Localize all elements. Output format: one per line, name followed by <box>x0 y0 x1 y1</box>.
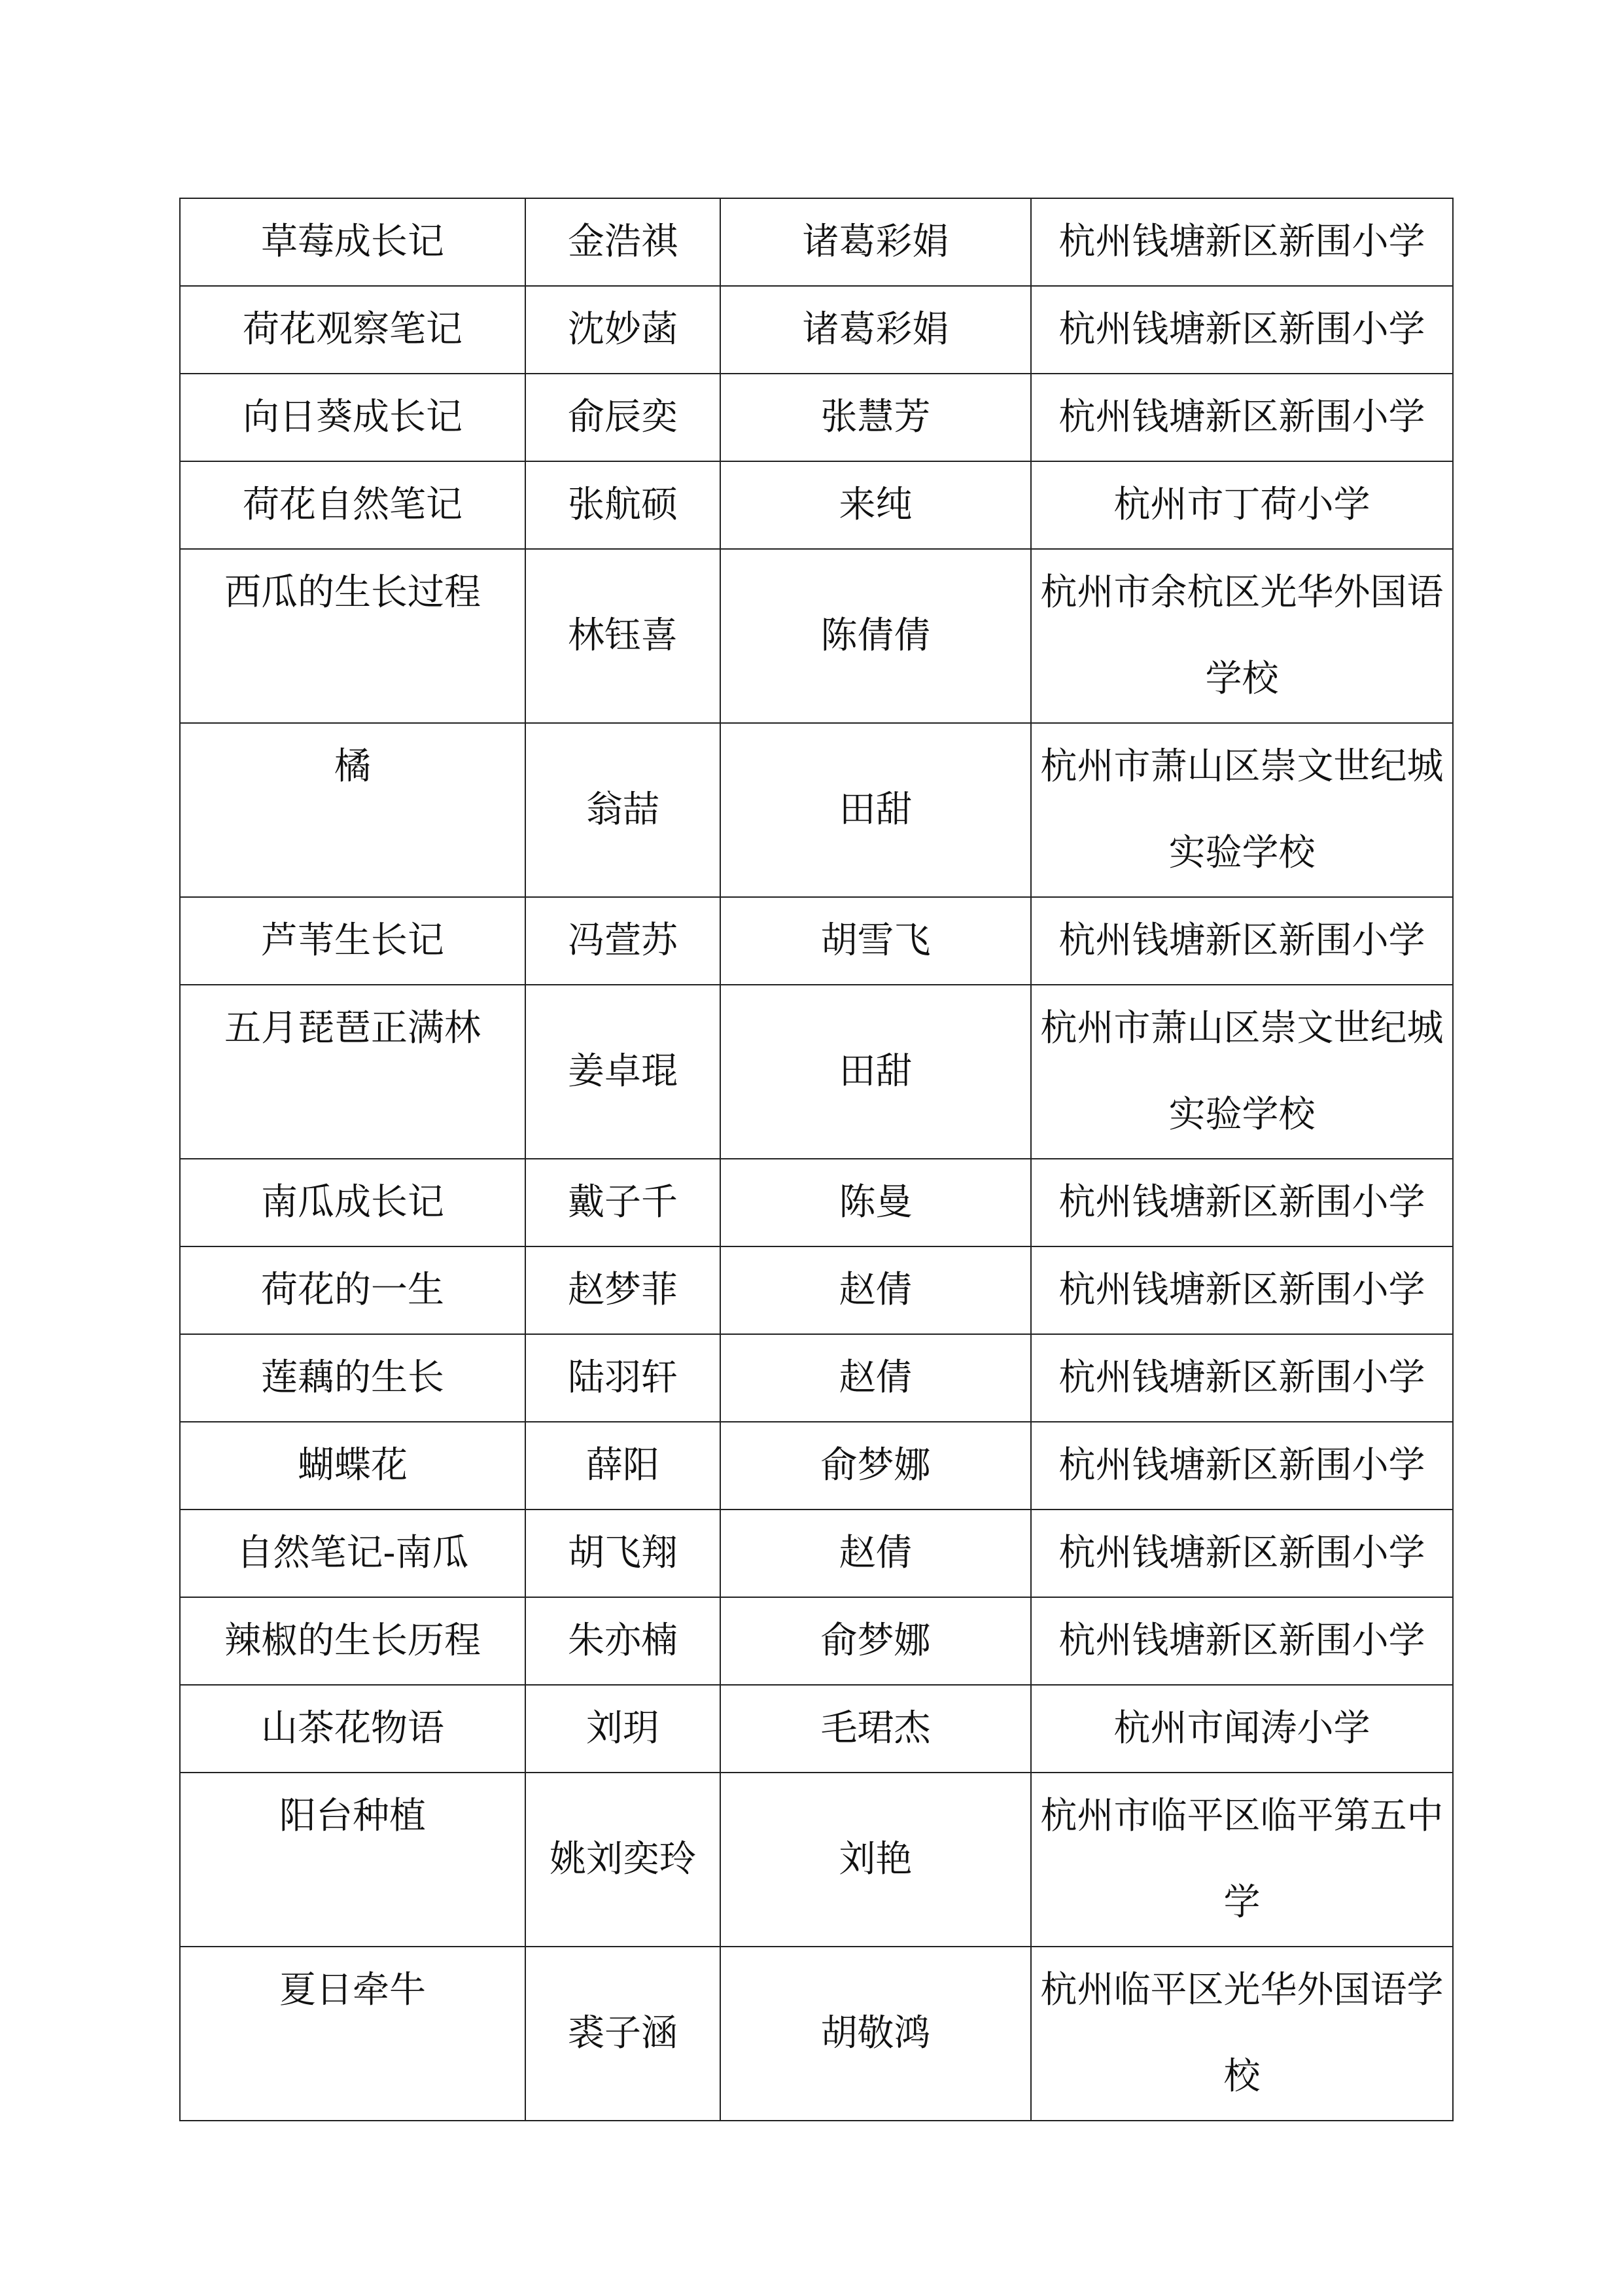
table-row <box>180 897 1453 985</box>
school-cell: 杭州钱塘新区新围小学 <box>1031 1334 1453 1422</box>
table-row <box>180 1159 1453 1246</box>
table-row <box>180 461 1453 549</box>
school-cell: 杭州市临平区临平第五中学 <box>1031 1773 1453 1947</box>
table-row <box>180 374 1453 461</box>
teacher-cell: 来纯 <box>720 461 1031 549</box>
table-row <box>180 1685 1453 1773</box>
teacher-cell: 刘艳 <box>720 1773 1031 1947</box>
student-cell: 薛阳 <box>525 1422 720 1510</box>
teacher-cell: 俞梦娜 <box>720 1422 1031 1510</box>
student-cell: 林钰喜 <box>525 549 720 723</box>
table-row <box>180 1246 1453 1334</box>
teacher-cell: 诸葛彩娟 <box>720 198 1031 286</box>
work-title-cell: 五月琵琶正满林 <box>180 985 525 1159</box>
work-title-cell: 莲藕的生长 <box>180 1334 525 1422</box>
teacher-cell: 俞梦娜 <box>720 1597 1031 1685</box>
work-title-cell: 向日葵成长记 <box>180 374 525 461</box>
work-title-cell: 南瓜成长记 <box>180 1159 525 1246</box>
student-cell: 戴子千 <box>525 1159 720 1246</box>
work-title-cell: 荷花的一生 <box>180 1246 525 1334</box>
work-title-cell: 蝴蝶花 <box>180 1422 525 1510</box>
school-cell: 杭州钱塘新区新围小学 <box>1031 1422 1453 1510</box>
teacher-cell: 诸葛彩娟 <box>720 286 1031 374</box>
table-row <box>180 1947 1453 2121</box>
student-cell: 姜卓琨 <box>525 985 720 1159</box>
student-cell: 翁喆 <box>525 723 720 897</box>
student-cell: 冯萱苏 <box>525 897 720 985</box>
student-cell: 陆羽轩 <box>525 1334 720 1422</box>
teacher-cell: 胡敬鸿 <box>720 1947 1031 2121</box>
award-list-table <box>179 198 1454 2121</box>
school-cell: 杭州钱塘新区新围小学 <box>1031 1597 1453 1685</box>
school-cell: 杭州钱塘新区新围小学 <box>1031 1159 1453 1246</box>
work-title-cell: 草莓成长记 <box>180 198 525 286</box>
work-title-cell: 辣椒的生长历程 <box>180 1597 525 1685</box>
table-row <box>180 198 1453 286</box>
table-row <box>180 1597 1453 1685</box>
work-title-cell: 自然笔记-南瓜 <box>180 1510 525 1597</box>
school-cell: 杭州钱塘新区新围小学 <box>1031 1510 1453 1597</box>
table-row <box>180 1422 1453 1510</box>
school-cell: 杭州市萧山区崇文世纪城实验学校 <box>1031 723 1453 897</box>
teacher-cell: 陈倩倩 <box>720 549 1031 723</box>
table-row <box>180 1334 1453 1422</box>
table-row <box>180 985 1453 1159</box>
work-title-cell: 芦苇生长记 <box>180 897 525 985</box>
student-cell: 张航硕 <box>525 461 720 549</box>
school-cell: 杭州钱塘新区新围小学 <box>1031 198 1453 286</box>
school-cell: 杭州钱塘新区新围小学 <box>1031 286 1453 374</box>
work-title-cell: 橘 <box>180 723 525 897</box>
school-cell: 杭州市丁荷小学 <box>1031 461 1453 549</box>
table-row <box>180 723 1453 897</box>
table-row <box>180 1773 1453 1947</box>
school-cell: 杭州临平区光华外国语学校 <box>1031 1947 1453 2121</box>
teacher-cell: 田甜 <box>720 723 1031 897</box>
school-cell: 杭州钱塘新区新围小学 <box>1031 1246 1453 1334</box>
student-cell: 刘玥 <box>525 1685 720 1773</box>
table-row <box>180 1510 1453 1597</box>
work-title-cell: 阳台种植 <box>180 1773 525 1947</box>
student-cell: 胡飞翔 <box>525 1510 720 1597</box>
teacher-cell: 陈曼 <box>720 1159 1031 1246</box>
student-cell: 姚刘奕玲 <box>525 1773 720 1947</box>
teacher-cell: 赵倩 <box>720 1246 1031 1334</box>
school-cell: 杭州市闻涛小学 <box>1031 1685 1453 1773</box>
work-title-cell: 山茶花物语 <box>180 1685 525 1773</box>
school-cell: 杭州钱塘新区新围小学 <box>1031 374 1453 461</box>
teacher-cell: 赵倩 <box>720 1510 1031 1597</box>
work-title-cell: 夏日牵牛 <box>180 1947 525 2121</box>
teacher-cell: 毛珺杰 <box>720 1685 1031 1773</box>
school-cell: 杭州市余杭区光华外国语学校 <box>1031 549 1453 723</box>
student-cell: 裘子涵 <box>525 1947 720 2121</box>
work-title-cell: 西瓜的生长过程 <box>180 549 525 723</box>
teacher-cell: 赵倩 <box>720 1334 1031 1422</box>
student-cell: 赵梦菲 <box>525 1246 720 1334</box>
teacher-cell: 胡雪飞 <box>720 897 1031 985</box>
school-cell: 杭州钱塘新区新围小学 <box>1031 897 1453 985</box>
student-cell: 沈妙菡 <box>525 286 720 374</box>
work-title-cell: 荷花观察笔记 <box>180 286 525 374</box>
work-title-cell: 荷花自然笔记 <box>180 461 525 549</box>
table-row <box>180 286 1453 374</box>
student-cell: 金浩祺 <box>525 198 720 286</box>
teacher-cell: 田甜 <box>720 985 1031 1159</box>
table-row <box>180 549 1453 723</box>
school-cell: 杭州市萧山区崇文世纪城实验学校 <box>1031 985 1453 1159</box>
teacher-cell: 张慧芳 <box>720 374 1031 461</box>
student-cell: 朱亦楠 <box>525 1597 720 1685</box>
student-cell: 俞辰奕 <box>525 374 720 461</box>
